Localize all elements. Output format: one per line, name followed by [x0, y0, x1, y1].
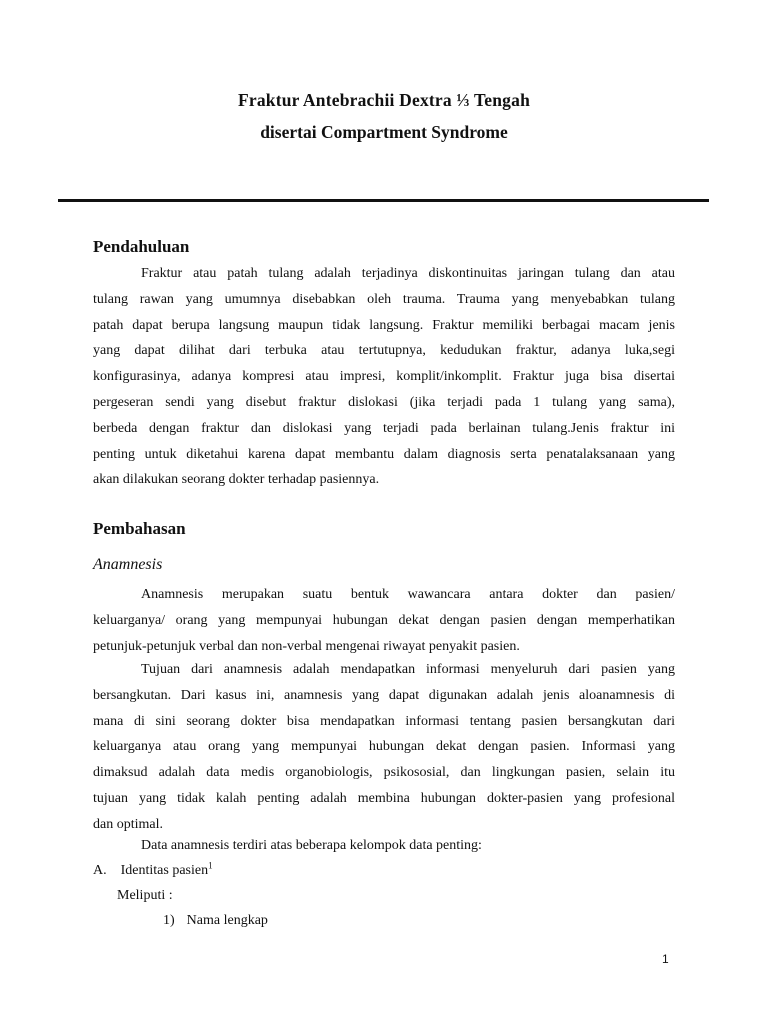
list-item-1	[163, 910, 268, 932]
paragraph-line: tujuan yang tidak kalah penting adalah membina hubungan dokter-pasien yang profesional	[93, 790, 675, 806]
list-text: Nama lengkap	[186, 913, 268, 928]
paragraph-line: dimaksud adalah data medis organobiologis, psikososial, dan lingkungan pasien, selain itu	[93, 765, 675, 781]
list-item-a	[93, 860, 213, 882]
meliputi-label: Meliputi :	[117, 888, 173, 903]
list-label: A.	[93, 863, 107, 878]
heading-pendahuluan: Pendahuluan	[93, 237, 190, 256]
heading-pembahasan: Pembahasan	[93, 519, 186, 538]
paragraph-line: Anamnesis merupakan suatu bentuk wawancara antara dokter dan pasien/	[141, 587, 675, 602]
list-label: 1)	[163, 913, 175, 928]
paragraph-line: patah dapat berupa langsung maupun tidak langsung. Fraktur memiliki berbagai macam jenis	[93, 317, 675, 333]
paragraph-line: berbeda dengan fraktur dan dislokasi yang terjadi pada berlainan tulang.Jenis fraktur ini	[93, 420, 675, 436]
paragraph-line: keluarganya/ orang yang mempunyai hubungan dekat dengan pasien dengan memperhatikan	[93, 612, 675, 628]
paragraph-pendahuluan	[93, 261, 675, 493]
data-intro-text: Data anamnesis terdiri atas beberapa kelompok data penting:	[141, 838, 482, 853]
paragraph-line: penting untuk diketahui karena dapat membantu dalam diagnosis serta penatalaksanaan yang	[93, 446, 675, 462]
paragraph-line: mana di sini seorang dokter bisa mendapatkan informasi tentang pasien bersangkutan dari	[93, 713, 675, 729]
paragraph-line: tulang rawan yang umumnya disebabkan oleh trauma. Trauma yang menyebabkan tulang	[93, 291, 675, 307]
paragraph-line: petunjuk-petunjuk verbal dan non-verbal mengenai riwayat penyakit pasien.	[93, 638, 520, 654]
document-title-line2: disertai Compartment Syndrome	[260, 122, 508, 142]
title-divider	[58, 199, 709, 202]
paragraph-line: Tujuan dari anamnesis adalah mendapatkan informasi menyeluruh dari pasien yang	[141, 662, 675, 677]
footnote-marker: 1	[208, 860, 213, 871]
document-title-line1: Fraktur Antebrachii Dextra ⅓ Tengah	[237, 90, 531, 110]
paragraph-line: keluarganya atau orang yang mempunyai hubungan dekat dengan pasien. Informasi yang	[93, 739, 675, 755]
paragraph-line: bersangkutan. Dari kasus ini, anamnesis yang dapat digunakan adalah jenis aloanamnesis di	[93, 687, 675, 703]
subheading-anamnesis: Anamnesis	[93, 556, 163, 573]
paragraph-anamnesis-purpose	[93, 657, 675, 838]
paragraph-line: pergeseran sendi yang disebut fraktur dislokasi (jika terjadi pada 1 tulang yang sama),	[93, 394, 675, 410]
paragraph-line: akan dilakukan seorang dokter terhadap pasiennya.	[93, 472, 380, 488]
paragraph-line: konfigurasinya, adanya kompresi atau impresi, komplit/inkomplit. Fraktur juga bisa disertai	[93, 369, 675, 385]
paragraph-line: dan optimal.	[93, 816, 163, 832]
paragraph-line: Fraktur atau patah tulang adalah terjadinya diskontinuitas jaringan tulang dan atau	[141, 266, 675, 281]
paragraph-anamnesis-definition	[93, 582, 675, 659]
paragraph-line: yang dapat dilihat dari terbuka atau tertutupnya, kedudukan fraktur, adanya luka,segi	[93, 343, 675, 359]
list-text: Identitas pasien	[120, 863, 209, 878]
page-number: 1	[662, 952, 669, 966]
